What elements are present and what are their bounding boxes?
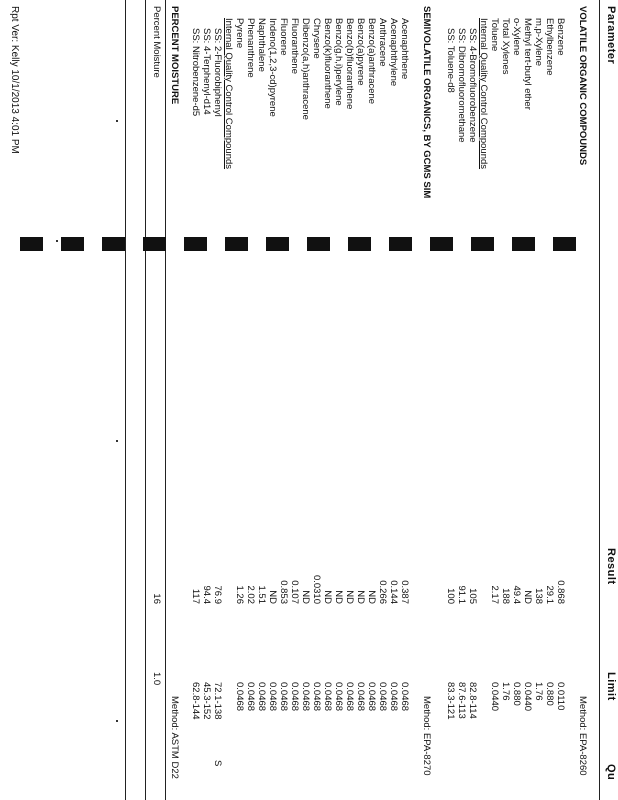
voc-qc-limit-dibromofluoromethane: 87.6-113 xyxy=(456,682,467,719)
registration-mark xyxy=(184,237,207,251)
svoc-qc-name-fluorobiphenyl: SS: 2-Fluorobiphenyl xyxy=(212,28,223,117)
moisture-rule xyxy=(165,0,166,800)
svoc-qc-result-nitrobenzene: 117 xyxy=(190,588,201,604)
svoc-qc-result-terphenyl: 94.4 xyxy=(201,585,212,604)
svoc-result-naphthalene: 1.51 xyxy=(256,585,267,604)
svoc-limit-indeno-pyrene: 0.0468 xyxy=(267,682,278,712)
voc-limit-total-xylenes: 1.76 xyxy=(500,682,511,701)
voc-result-mp-xylene: 138 xyxy=(533,588,544,604)
lower-rule xyxy=(125,0,126,800)
voc-limit-mtbe: 0.0440 xyxy=(522,682,533,712)
scan-mark xyxy=(116,440,118,442)
svoc-result-benzo-ghi-perylene: ND xyxy=(333,590,344,604)
moisture-name: Percent Moisture xyxy=(151,6,162,78)
moisture-method: Method: ASTM D22 xyxy=(169,696,180,779)
svoc-limit-anthracene: 0.0468 xyxy=(377,682,388,712)
svoc-name-indeno-pyrene: Indeno(1,2,3-cd)pyrene xyxy=(267,18,278,117)
moisture-section-title: PERCENT MOISTURE xyxy=(169,6,180,105)
voc-qc-limit-toluene-d8: 83.3-121 xyxy=(445,682,456,720)
registration-mark xyxy=(102,237,125,251)
svoc-result-benzo-a-anthracene: ND xyxy=(366,590,377,604)
scan-mark xyxy=(116,720,118,722)
svoc-limit-naphthalene: 0.0468 xyxy=(256,682,267,712)
svoc-result-chrysene: 0.0310 xyxy=(311,574,322,604)
svoc-qc-name-nitrobenzene: SS: Nitrobenzene-d5 xyxy=(190,28,201,117)
svoc-name-dibenzo-ah-anthracene: Dibenzo(a,h)anthracene xyxy=(300,18,311,120)
voc-name-mtbe: Methyl tert-butyl ether xyxy=(522,18,533,110)
registration-mark xyxy=(471,237,494,251)
voc-qc-result-dibromofluoromethane: 91.1 xyxy=(456,585,467,604)
voc-limit-ethylbenzene: 0.880 xyxy=(544,682,555,706)
svoc-limit-dibenzo-ah-anthracene: 0.0468 xyxy=(300,682,311,712)
svoc-qc-limit-fluorobiphenyl: 72.1-138 xyxy=(212,682,223,720)
svoc-name-benzo-a-pyrene: Benzo(a)pyrene xyxy=(355,18,366,86)
svoc-name-acenaphthylene: Acenaphthylene xyxy=(388,18,399,87)
svoc-method: Method: EPA-8270 xyxy=(421,696,432,776)
svoc-result-phenanthrene: 2.02 xyxy=(245,585,256,604)
svoc-name-fluorene: Fluorene xyxy=(278,18,289,56)
parameter-header: Parameter xyxy=(605,6,617,65)
voc-result-o-xylene: 49.4 xyxy=(511,585,522,604)
registration-mark xyxy=(20,237,43,251)
svoc-qc-limit-terphenyl: 45.3-152 xyxy=(201,682,212,720)
report-version-footer: Rpt Ver: Kelly 10/1/2013 4:01 PM xyxy=(9,6,20,154)
svoc-name-fluoranthene: Fluoranthene xyxy=(289,18,300,74)
registration-mark xyxy=(389,237,412,251)
svoc-result-benzo-b-fluoranthene: ND xyxy=(344,590,355,604)
svoc-qc-result-fluorobiphenyl: 76.9 xyxy=(212,585,223,604)
scan-mark xyxy=(56,240,58,242)
svoc-result-acenaphthene: 0.387 xyxy=(399,580,410,604)
registration-mark xyxy=(143,237,166,251)
result-header: Result xyxy=(605,548,617,585)
scan-mark xyxy=(116,120,118,122)
voc-name-mp-xylene: m,p-Xylene xyxy=(533,18,544,67)
registration-mark xyxy=(266,237,289,251)
svoc-result-acenaphthylene: 0.144 xyxy=(388,580,399,604)
voc-name-total-xylenes: Total Xylenes xyxy=(500,18,511,75)
svoc-name-anthracene: Anthracene xyxy=(377,18,388,67)
registration-mark xyxy=(430,237,453,251)
moisture-limit: 1.0 xyxy=(151,672,162,686)
svoc-limit-benzo-ghi-perylene: 0.0468 xyxy=(333,682,344,712)
voc-name-ethylbenzene: Ethylbenzene xyxy=(544,18,555,76)
voc-qc-name-dibromofluoromethane: SS: Dibromofluoromethane xyxy=(456,28,467,143)
voc-section-title: VOLATILE ORGANIC COMPOUNDS xyxy=(577,6,588,166)
voc-result-total-xylenes: 188 xyxy=(500,588,511,604)
svoc-limit-pyrene: 0.0468 xyxy=(234,682,245,712)
svoc-limit-benzo-a-pyrene: 0.0468 xyxy=(355,682,366,712)
svoc-result-benzo-k-fluoranthene: ND xyxy=(322,590,333,604)
voc-limit-toluene: 0.0440 xyxy=(489,682,500,712)
header-rule xyxy=(599,0,600,800)
voc-qc-name-toluene-d8: SS: Toluene-d8 xyxy=(445,28,456,93)
svoc-result-pyrene: 1.26 xyxy=(234,585,245,604)
svoc-section-title: SEMIVOLATILE ORGANICS, BY GCMS SIM xyxy=(421,6,432,199)
voc-name-benzene: Benzene xyxy=(555,18,566,56)
voc-limit-o-xylene: 0.880 xyxy=(511,682,522,706)
voc-qc-result-bromofluorobenzene: 105 xyxy=(467,588,478,604)
svoc-name-pyrene: Pyrene xyxy=(234,18,245,49)
svoc-name-phenanthrene: Phenanthrene xyxy=(245,18,256,78)
registration-mark xyxy=(512,237,535,251)
voc-result-benzene: 0.868 xyxy=(555,580,566,604)
voc-limit-benzene: 0.0110 xyxy=(555,682,566,711)
svoc-qc-label: Internal Quality Control Compounds xyxy=(223,18,234,170)
svoc-name-benzo-ghi-perylene: Benzo(g,h,i)perylene xyxy=(333,18,344,106)
svoc-result-dibenzo-ah-anthracene: ND xyxy=(300,590,311,604)
svoc-limit-benzo-a-anthracene: 0.0468 xyxy=(366,682,377,712)
svoc-name-benzo-b-fluoranthene: Benzo(b)fluoranthene xyxy=(344,18,355,110)
qual-header: Qu xyxy=(605,764,617,781)
svoc-qc-qualifier-fluorobiphenyl: S xyxy=(212,760,223,767)
voc-qc-result-toluene-d8: 100 xyxy=(445,588,456,604)
svoc-limit-fluoranthene: 0.0468 xyxy=(289,682,300,712)
section-rule xyxy=(145,0,146,800)
svoc-qc-limit-nitrobenzene: 62.8-144 xyxy=(190,682,201,720)
registration-mark xyxy=(553,237,576,251)
registration-mark xyxy=(307,237,330,251)
svoc-name-benzo-a-anthracene: Benzo(a)anthracene xyxy=(366,18,377,105)
svoc-name-naphthalene: Naphthalene xyxy=(256,18,267,72)
voc-method: Method: EPA-8260 xyxy=(577,696,588,776)
svoc-limit-fluorene: 0.0468 xyxy=(278,682,289,712)
svoc-limit-acenaphthylene: 0.0468 xyxy=(388,682,399,712)
voc-name-o-xylene: o-Xylene xyxy=(511,18,522,56)
svoc-qc-name-terphenyl: SS: 4-Terphenyl-d14 xyxy=(201,28,212,115)
svoc-limit-acenaphthene: 0.0468 xyxy=(399,682,410,712)
voc-qc-name-bromofluorobenzene: SS: 4-Bromofluorobenzene xyxy=(467,28,478,143)
svoc-result-fluorene: 0.853 xyxy=(278,580,289,604)
voc-result-mtbe: ND xyxy=(522,590,533,604)
voc-result-toluene: 2.17 xyxy=(489,585,500,604)
voc-qc-label: Internal Quality Control Compounds xyxy=(478,18,489,170)
voc-name-toluene: Toluene xyxy=(489,18,500,52)
svoc-name-benzo-k-fluoranthene: Benzo(k)fluoranthene xyxy=(322,18,333,109)
moisture-result: 16 xyxy=(151,593,162,604)
svoc-limit-benzo-b-fluoranthene: 0.0468 xyxy=(344,682,355,712)
registration-mark xyxy=(225,237,248,251)
svoc-result-anthracene: 0.266 xyxy=(377,580,388,604)
svoc-name-chrysene: Chrysene xyxy=(311,18,322,59)
registration-mark xyxy=(348,237,371,251)
voc-limit-mp-xylene: 1.76 xyxy=(533,682,544,701)
limit-header: Limit xyxy=(605,672,617,701)
voc-result-ethylbenzene: 29.1 xyxy=(544,585,555,604)
svoc-result-fluoranthene: 0.107 xyxy=(289,580,300,604)
svoc-result-indeno-pyrene: ND xyxy=(267,590,278,604)
svoc-result-benzo-a-pyrene: ND xyxy=(355,590,366,604)
voc-qc-limit-bromofluorobenzene: 82.8-114 xyxy=(467,682,478,719)
svoc-name-acenaphthene: Acenaphthene xyxy=(399,18,410,80)
registration-mark xyxy=(61,237,84,251)
svoc-limit-benzo-k-fluoranthene: 0.0468 xyxy=(322,682,333,712)
svoc-limit-chrysene: 0.0468 xyxy=(311,682,322,712)
svoc-limit-phenanthrene: 0.0468 xyxy=(245,682,256,712)
